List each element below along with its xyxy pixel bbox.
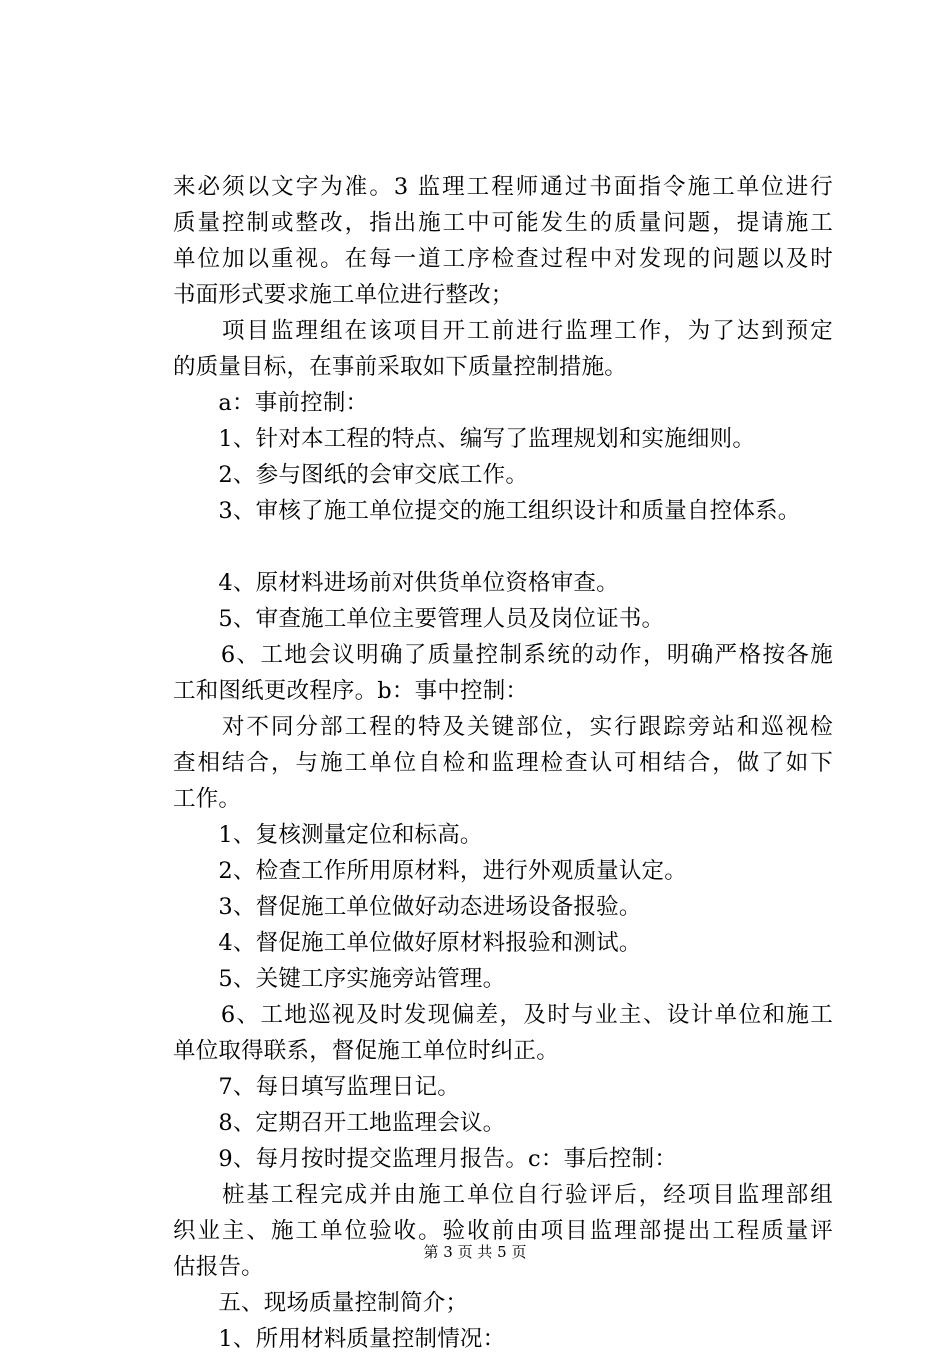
text-line: a：事前控制：: [173, 390, 369, 416]
text-line: 5、审查施工单位主要管理人员及岗位证书。: [173, 606, 665, 632]
text-line: 书面形式要求施工单位进行整改；: [173, 282, 514, 308]
text-line: 7、每日填写监理日记。: [173, 1074, 460, 1100]
text-line: 3、督促施工单位做好动态进场设备报验。: [173, 894, 642, 920]
text-line: 工作。: [173, 786, 242, 812]
text-line: 查相结合，与施工单位自检和监理检查认可相结合，做了如下: [173, 750, 833, 776]
text-line: 织业主、施工单位验收。验收前由项目监理部提出工程质量评: [173, 1218, 833, 1244]
text-line: 估报告。: [173, 1254, 264, 1280]
text-line: 4、原材料进场前对供货单位资格审查。: [173, 570, 619, 596]
text-line: 项目监理组在该项目开工前进行监理工作，为了达到预定: [173, 318, 833, 344]
text-line: 的质量目标，在事前采取如下质量控制措施。: [173, 354, 628, 380]
text-line: 6、工地巡视及时发现偏差，及时与业主、设计单位和施工: [173, 1002, 833, 1028]
text-line: 2、检查工作所用原材料，进行外观质量认定。: [173, 858, 687, 884]
text-line: 来必须以文字为准。3 监理工程师通过书面指令施工单位进行: [173, 174, 833, 200]
text-line: 单位取得联系，督促施工单位时纠正。: [173, 1038, 559, 1064]
text-line: 对不同分部工程的特及关键部位，实行跟踪旁站和巡视检: [173, 714, 833, 740]
text-line: 9、每月按时提交监理月报告。c：事后控制：: [173, 1146, 678, 1172]
page-footer: 第 3 页 共 5 页: [423, 1243, 527, 1261]
text-line: 8、定期召开工地监理会议。: [173, 1110, 506, 1136]
text-line: 工和图纸更改程序。b：事中控制：: [173, 678, 529, 704]
text-line: 2、参与图纸的会审交底工作。: [173, 462, 529, 488]
text-line: 3、审核了施工单位提交的施工组织设计和质量自控体系。: [173, 498, 801, 524]
text-line: 五、现场质量控制简介；: [173, 1290, 469, 1316]
text-line: 单位加以重视。在每一道工序检查过程中对发现的问题以及时: [173, 246, 833, 272]
text-line: 桩基工程完成并由施工单位自行验评后，经项目监理部组: [173, 1182, 833, 1208]
text-line: 4、督促施工单位做好原材料报验和测试。: [173, 930, 642, 956]
text-line: 6、工地会议明确了质量控制系统的动作，明确严格按各施: [173, 642, 833, 668]
text-line: 1、针对本工程的特点、编写了监理规划和实施细则。: [173, 426, 756, 452]
text-line: 1、复核测量定位和标高。: [173, 822, 483, 848]
text-line: 1、所用材料质量控制情况：: [173, 1326, 506, 1352]
text-line: 质量控制或整改，指出施工中可能发生的质量问题，提请施工: [173, 210, 833, 236]
text-line: 5、关键工序实施旁站管理。: [173, 966, 506, 992]
